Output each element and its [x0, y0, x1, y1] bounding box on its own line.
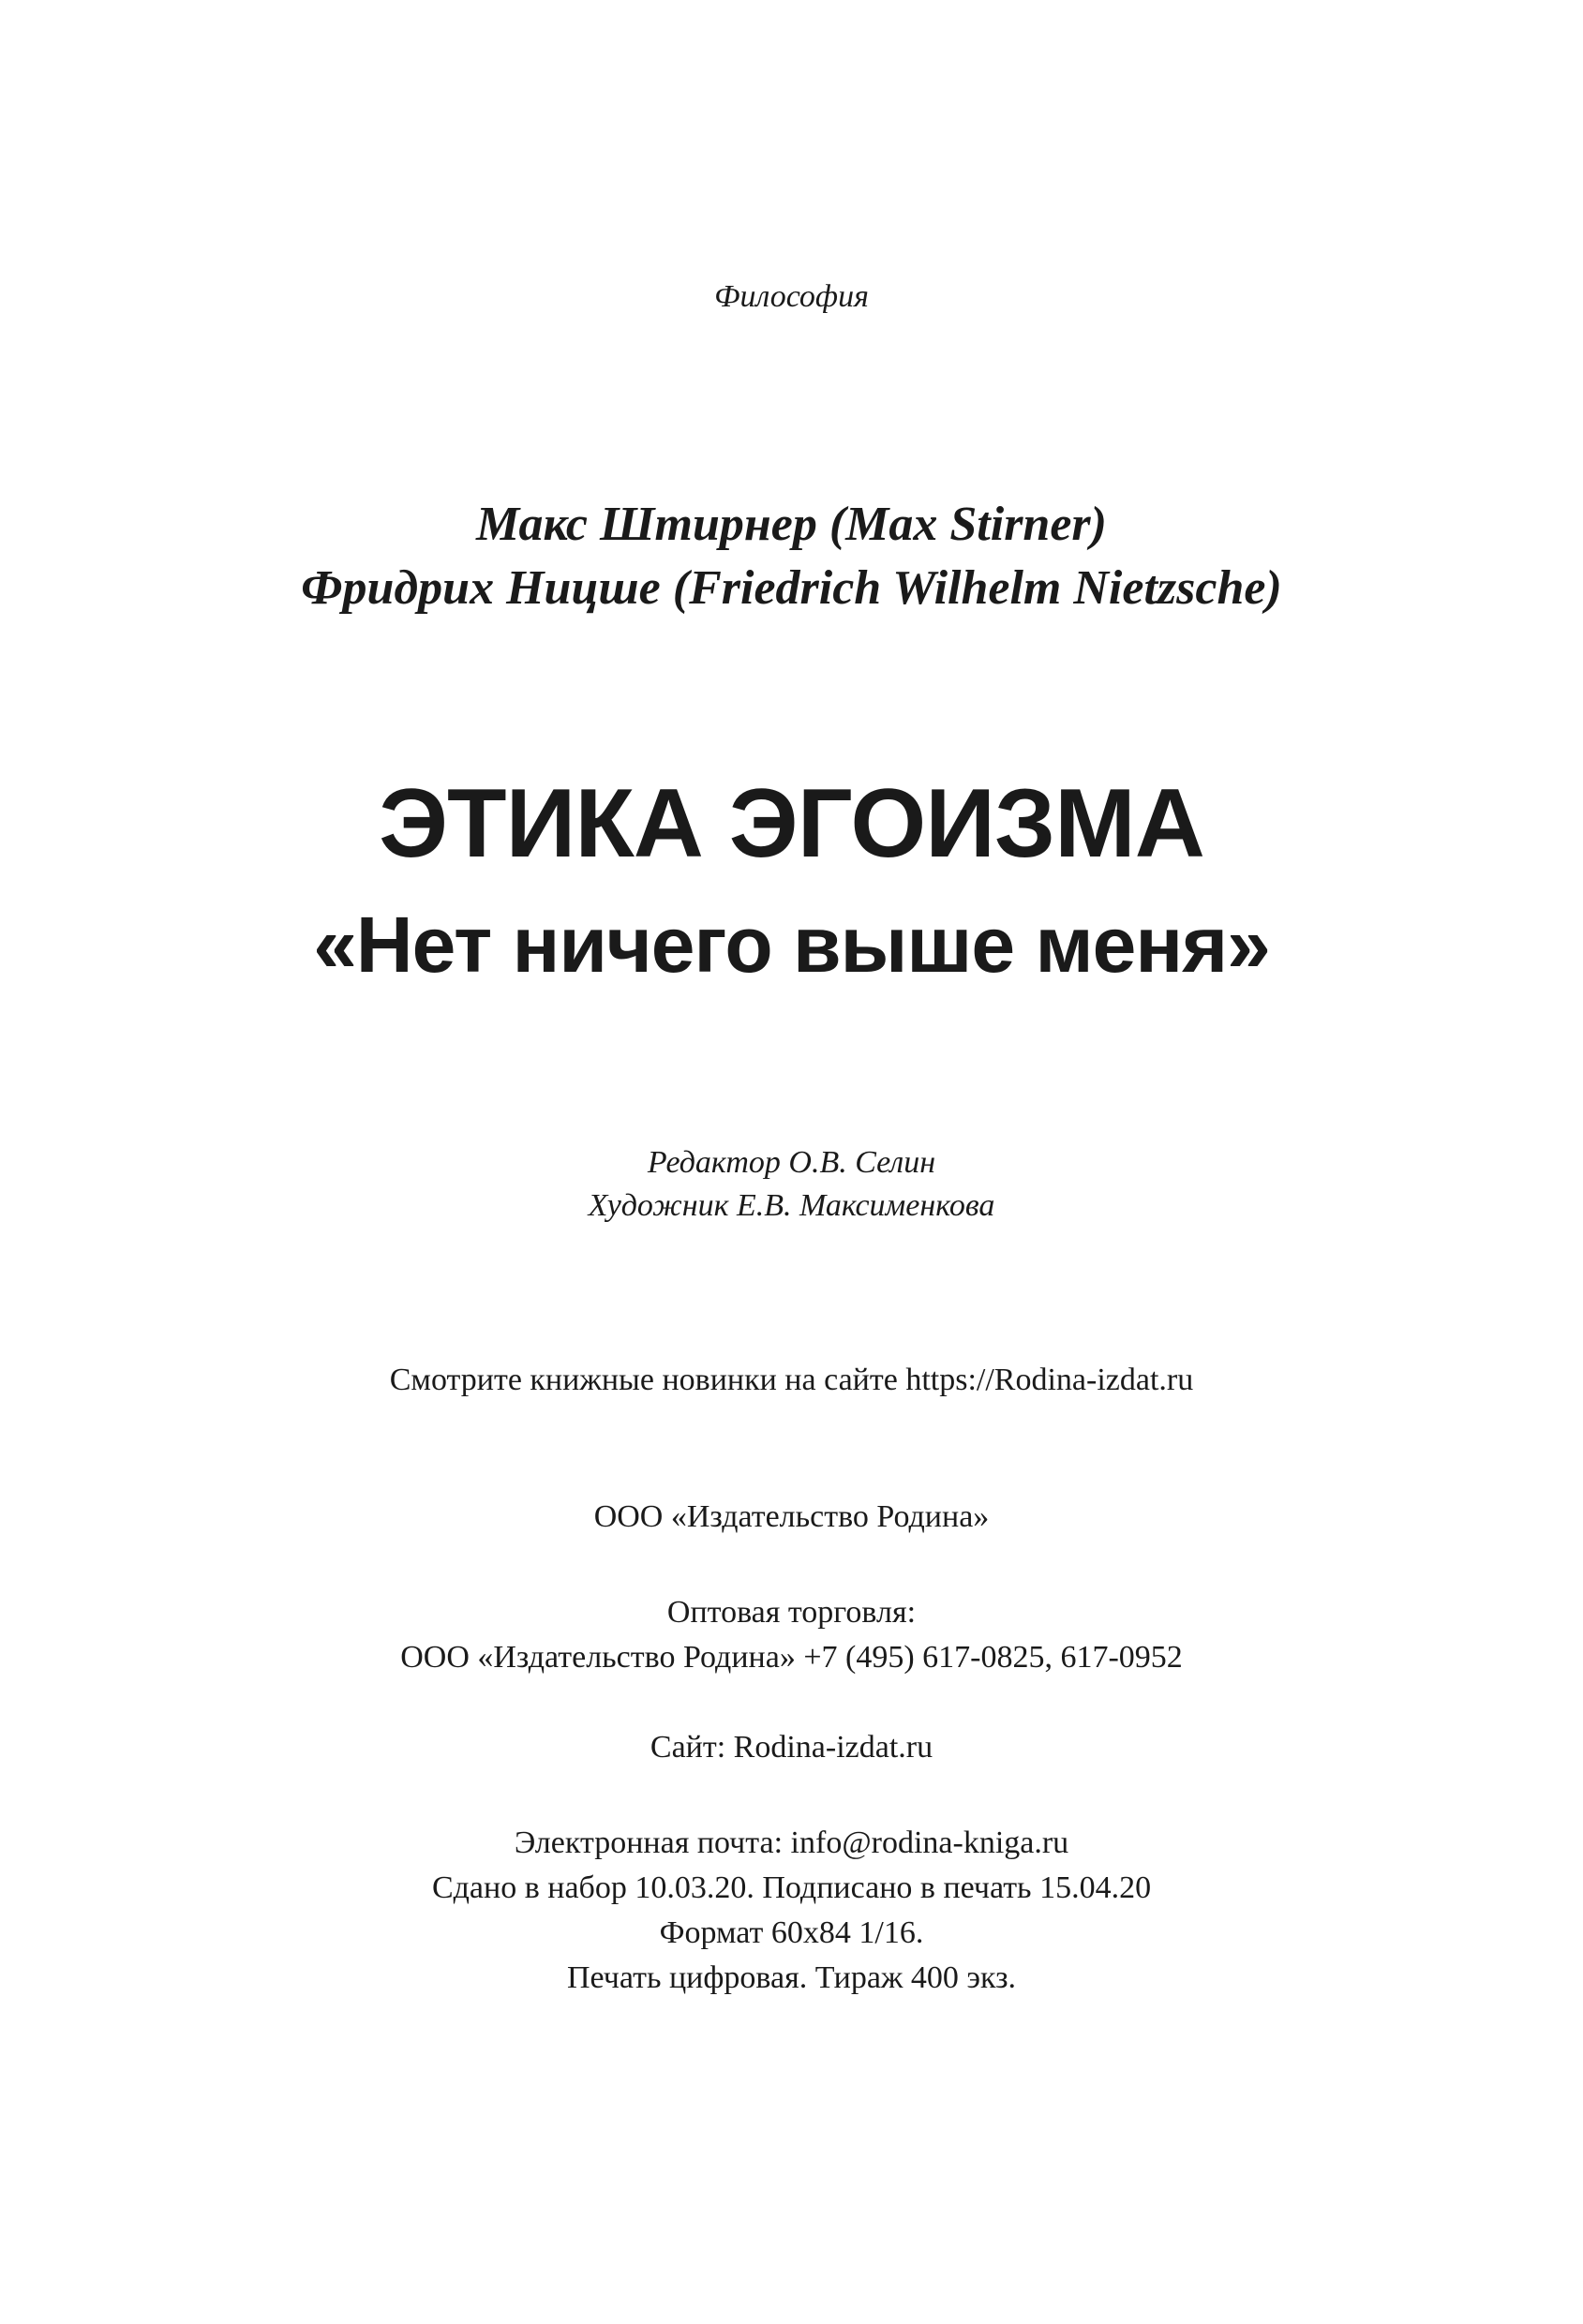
- website-line: Сайт: Rodina-izdat.ru: [650, 1730, 933, 1765]
- editor-credit: Редактор О.В. Селин: [647, 1145, 936, 1180]
- print-dates: Сдано в набор 10.03.20. Подписано в печать 15.04.20: [431, 1870, 1152, 1905]
- artist-credit: Художник Е.В. Максименкова: [588, 1188, 995, 1223]
- email-line: Электронная почта: info@rodina-kniga.ru: [514, 1825, 1069, 1860]
- format-line: Формат 60х84 1/16.: [659, 1915, 924, 1950]
- category-label: Философия: [714, 279, 869, 314]
- author-line: Фридрих Ницше (Friedrich Wilhelm Nietzsche): [301, 561, 1282, 615]
- book-title: ЭТИКА ЭГОИЗМА: [379, 769, 1204, 878]
- wholesale-contact: ООО «Издательство Родина» +7 (495) 617-0825, 617-0952: [400, 1640, 1183, 1675]
- print-run-line: Печать цифровая. Тираж 400 экз.: [566, 1960, 1017, 1995]
- book-subtitle: «Нет ничего выше меня»: [313, 901, 1270, 989]
- author-line: Макс Штирнер (Max Stirner): [476, 498, 1107, 551]
- wholesale-label: Оптовая торговля:: [666, 1595, 917, 1630]
- news-line: Смотрите книжные новинки на сайте https://Rodina-izdat.ru: [389, 1363, 1194, 1397]
- publisher-name: ООО «Издательство Родина»: [593, 1499, 990, 1534]
